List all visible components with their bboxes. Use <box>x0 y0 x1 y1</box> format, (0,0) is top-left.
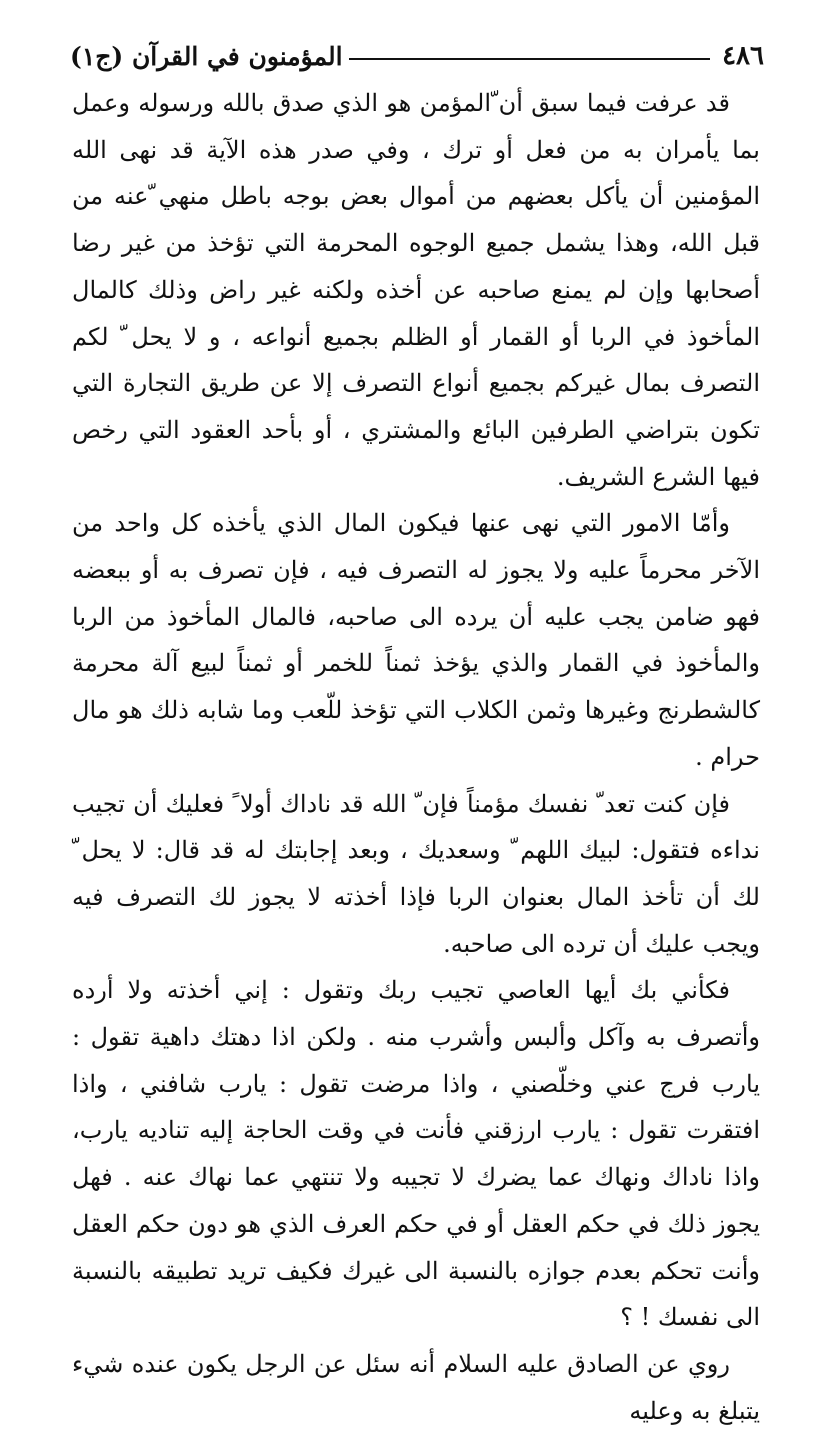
body-text <box>72 80 760 1434</box>
paragraph: قد عرفت فيما سبق أن ّالمؤمن هو الذي صدق بالله ورسوله وعمل بما يأمران به من فعل أو ترك ، وفي صدر هذه الآية قد نهى الله المؤمنين أن يأكل بعضهم من أموال بعض بوجه باطل منهي ّعنه من قبل الله، وهذا يشمل جميع الوجوه المحرمة التي تؤخذ من غير رضا أصحابها وإن لم يمنع صاحبه عن أخذه ولكنه غير راض وذلك كالمال المأخوذ في الربا أو القمار أو الظلم بجميع أنواعه ، و لا يحل ّ لكم التصرف بمال غيركم بجميع أنواع التصرف إلا عن طريق التجارة التي تكون بتراضي الطرفين البائع والمشتري ، أو بأحد العقود التي رخص فيها الشرع الشريف. <box>72 89 761 491</box>
page-header <box>70 38 764 74</box>
paragraph: فكأني بك أيها العاصي تجيب ربك وتقول : إني أخذته ولا أرده وأتصرف به وآكل وألبس وأشرب منه . ولكن اذا دهتك داهية تقول : يارب فرج عني وخلّصني ، واذا مرضت تقول : يارب شافني ، واذا افتقرت تقول : يارب ارزقني فأنت في وقت الحاجة إليه تناديه يارب، واذا ناداك ونهاك عما يضرك لا تجيبه ولا تنتهي عما نهاك عنه . فهل يجوز ذلك في حكم العقل أو في حكم العرف الذي هو دون حكم العقل وأنت تحكم بعدم جوازه بالنسبة الى غيرك فكيف تريد تطبيقه بالنسبة الى نفسك ! ؟ <box>72 976 760 1332</box>
paragraph: وأمّا الامور التي نهى عنها فيكون المال الذي يأخذه كل واحد من الآخر محرماً عليه ولا يجوز له التصرف فيه ، فإن تصرف به أو ببعضه فهو ضامن يجب عليه أن يرده الى صاحبه، فالمال المأخوذ من الربا والمأخوذ في القمار والذي يؤخذ ثمناً للخمر أو ثمناً لبيع آلة محرمة كالشطرنج وغيرها وثمن الكلاب التي تؤخذ للّعب وما شابه ذلك هو مال حرام . <box>72 509 760 771</box>
header-rule <box>349 58 710 60</box>
paragraph: فإن كنت تعد ّ نفسك مؤمناً فإن ّ الله قد ناداك أولا ً فعليك أن تجيب نداءه فتقول: لبيك اللهم ّ وسعديك ، وبعد إجابتك له قد قال: لا يحل ّ لك أن تأخذ المال بعنوان الربا فإذا أخذته لا يجوز لك التصرف فيه ويجب عليك أن ترده الى صاحبه. <box>72 789 760 958</box>
paragraph: روي عن الصادق عليه السلام أنه سئل عن الرجل يكون عنده شيء يتبلغ به وعليه <box>72 1349 760 1425</box>
running-title: المؤمنون في القرآن (ج١) <box>70 41 343 71</box>
page-number: ٤٨٦ <box>722 41 764 71</box>
